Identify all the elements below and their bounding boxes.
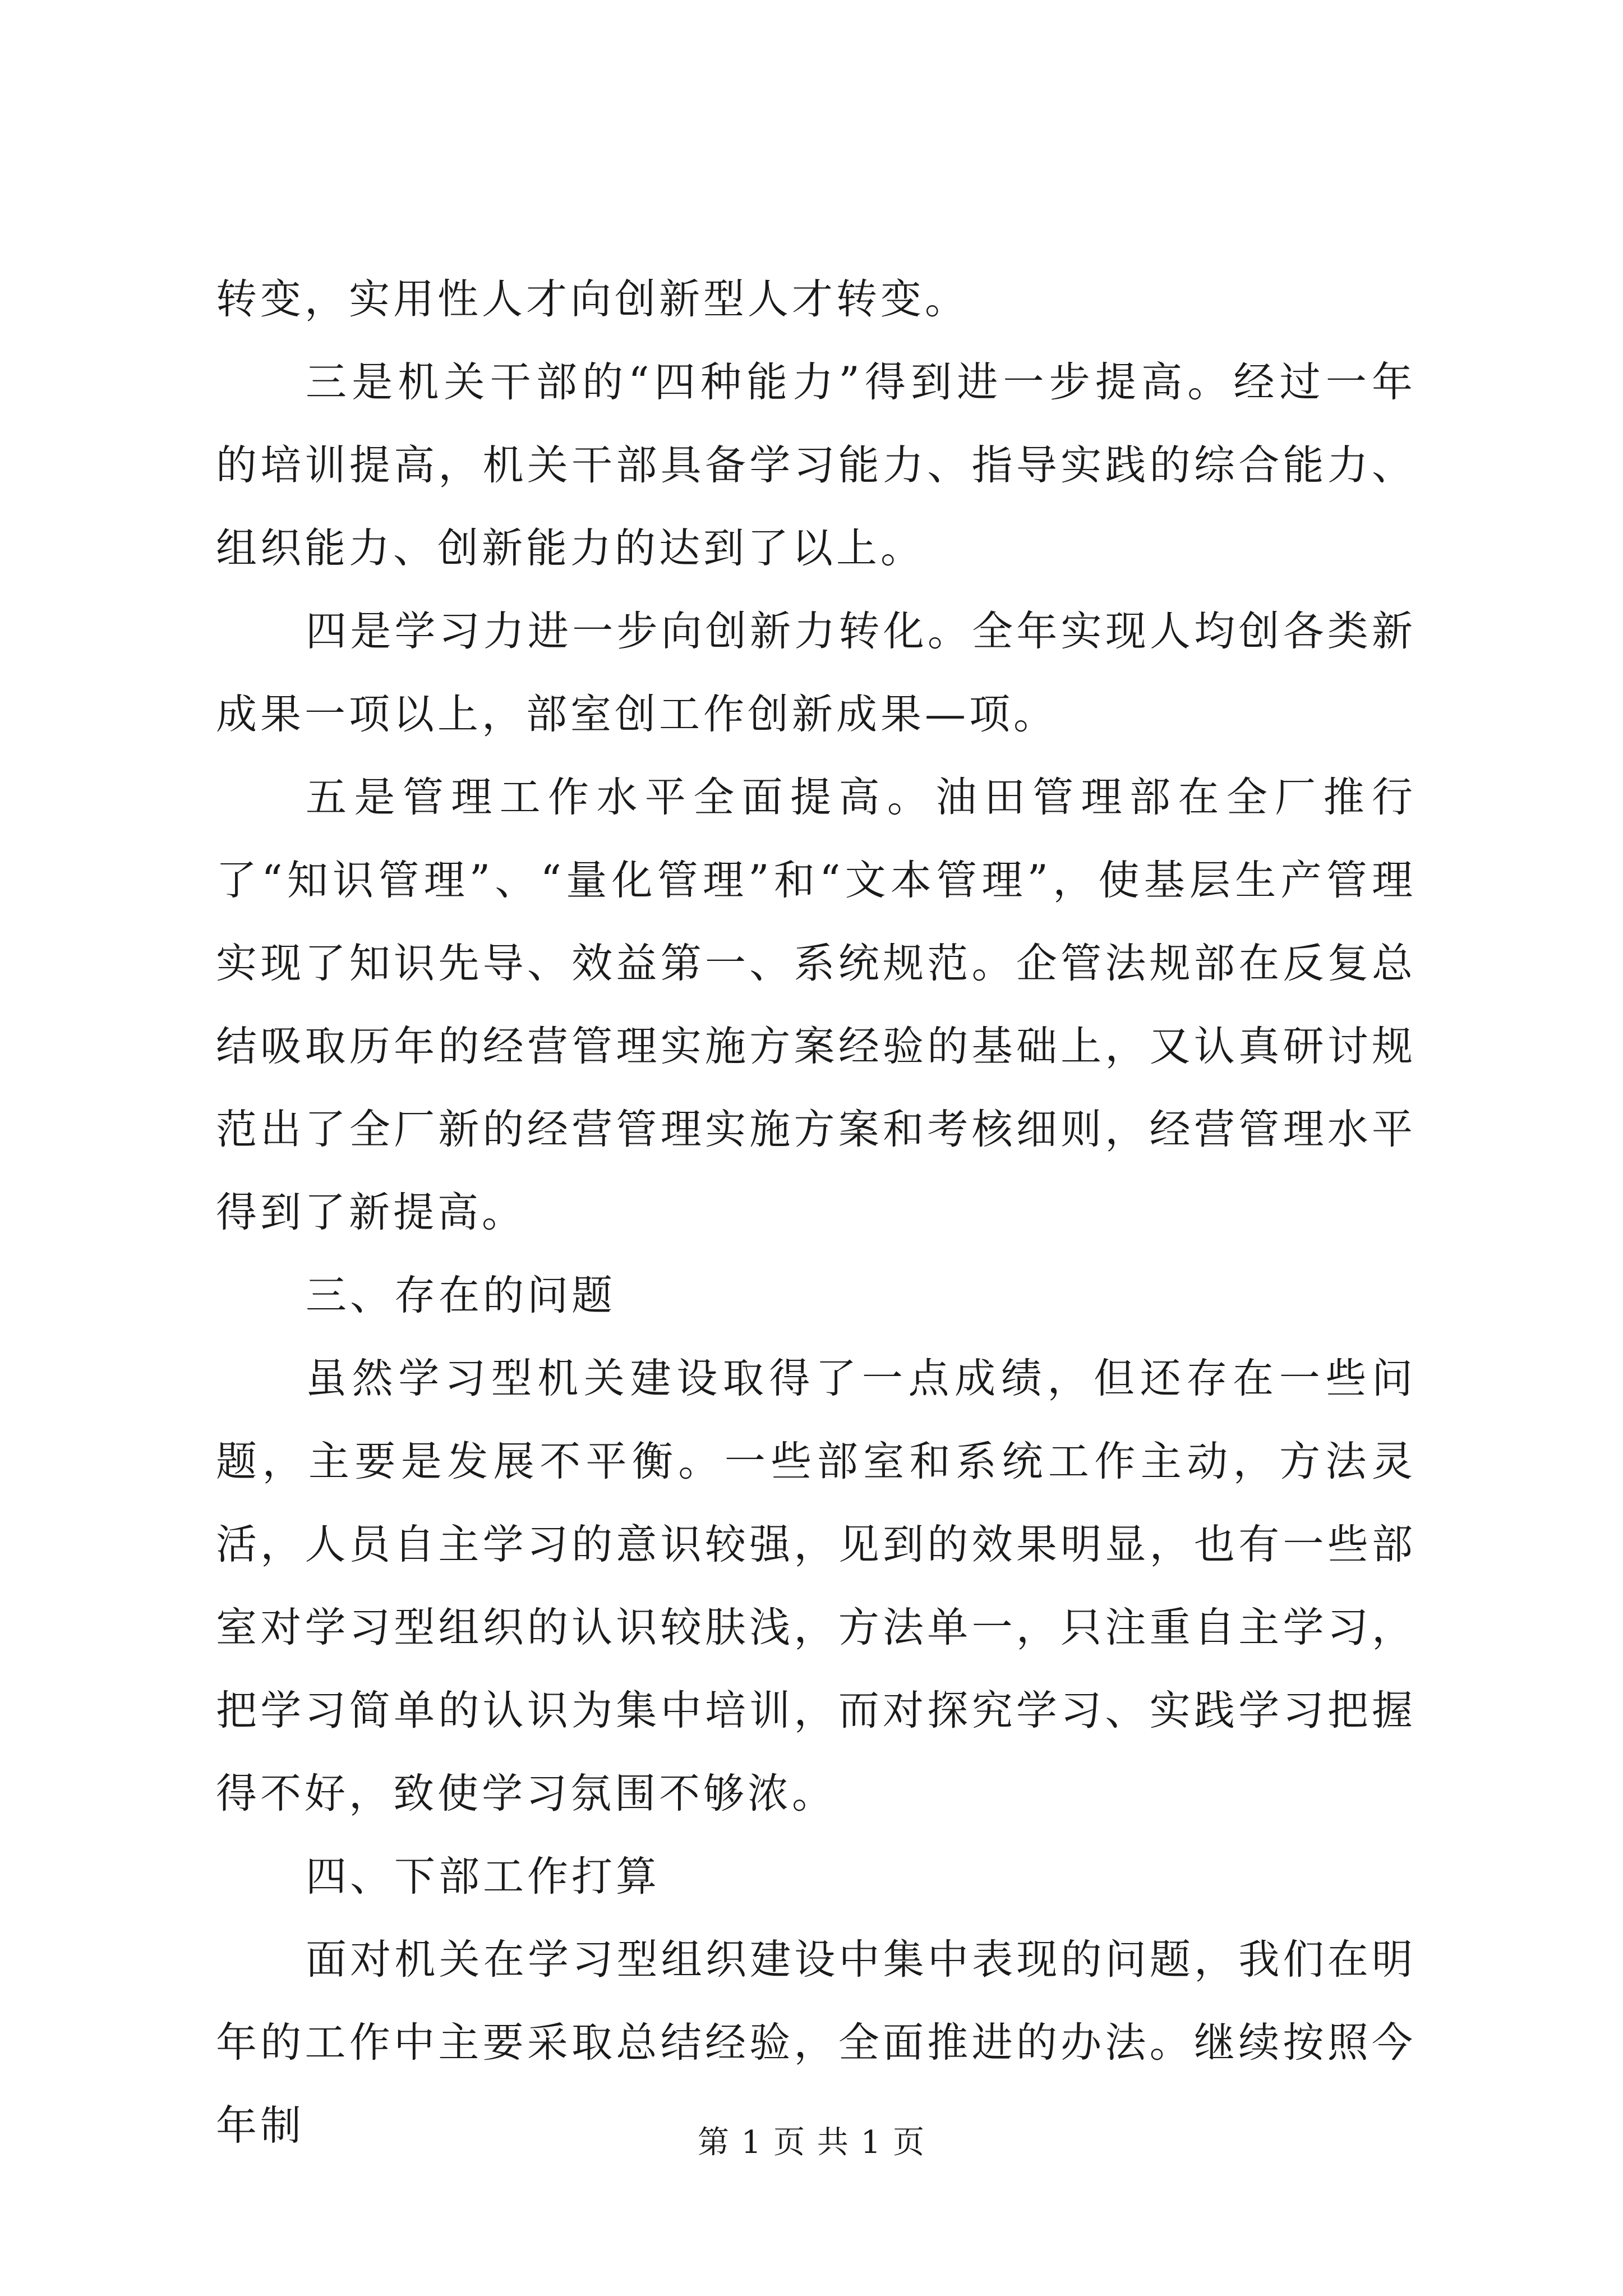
paragraph-point-three: 三是机关干部的“四种能力”得到进一步提高。经过一年的培训提高，机关干部具备学习能力、指导实践的综合能力、组织能力、创新能力的达到了以上。 bbox=[216, 358, 1416, 572]
paragraph-problems: 虽然学习型机关建设取得了一点成绩，但还存在一些问题，主要是发展不平衡。一些部室和系统工作主动，方法灵活，人员自主学习的意识较强，见到的效果明显，也有一些部室对学习型组织的认识较肤浅，方法单一，只注重自主学习，把学习简单的认识为集中培训，而对探究学习、实践学习把握得不好，致使学习氛围不够浓。 bbox=[216, 1355, 1416, 1818]
section-heading-problems: 三、存在的问题 bbox=[306, 1272, 616, 1319]
paragraph-next-plan: 面对机关在学习型组织建设中集中表现的问题，我们在明年的工作中主要采取总结经验，全面推进的办法。继续按照今年制 bbox=[216, 1936, 1416, 2150]
section-heading-next-plan: 四、下部工作打算 bbox=[306, 1853, 660, 1901]
document-body bbox=[216, 258, 1416, 2168]
page-footer: 第 1 页 共 1 页 bbox=[697, 2124, 926, 2161]
paragraph-point-five: 五是管理工作水平全面提高。油田管理部在全厂推行了“知识管理”、“量化管理”和“文本管理”，使基层生产管理实现了知识先导、效益第一、系统规范。企管法规部在反复总结吸取历年的经营管理实施方案经验的基础上，又认真研讨规范出了全厂新的经营管理实施方案和考核细则，经营管理水平得到了新提高。 bbox=[216, 774, 1416, 1236]
paragraph-point-four: 四是学习力进一步向创新力转化。全年实现人均创各类新成果一项以上，部室创工作创新成果—项。 bbox=[216, 608, 1416, 738]
paragraph-continuation: 转变，实用性人才向创新型人才转变。 bbox=[216, 275, 969, 323]
